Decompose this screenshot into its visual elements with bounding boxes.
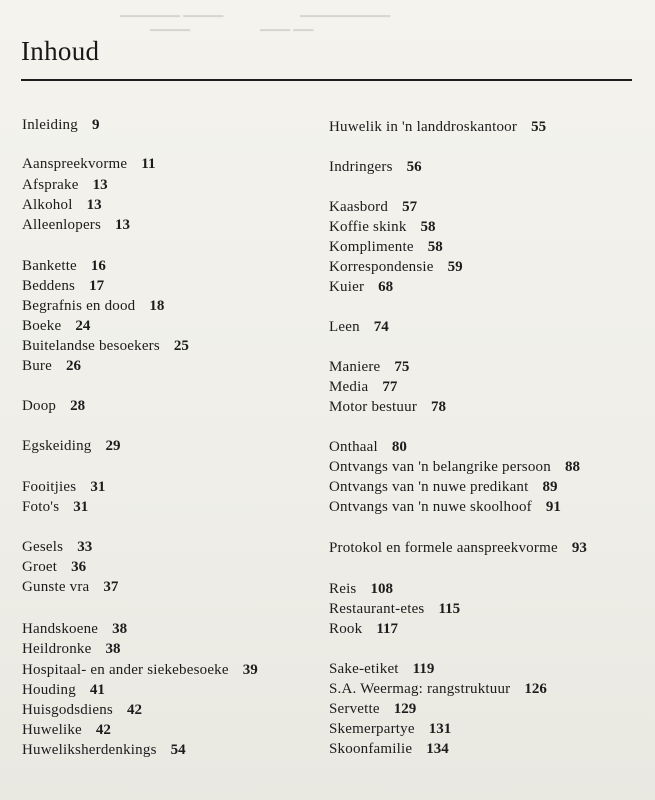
toc-entry[interactable] — [329, 620, 398, 638]
toc-entry[interactable] — [22, 721, 111, 739]
toc-entry-label: Bure — [22, 358, 52, 374]
toc-entry-page: 74 — [373, 319, 389, 335]
toc-entry-label: Ontvangs van 'n nuwe predikant — [329, 479, 529, 495]
page-title: Inhoud — [21, 36, 100, 66]
toc-entry[interactable] — [329, 318, 389, 336]
toc-entry-page: 75 — [394, 359, 410, 375]
toc-entry-page: 78 — [431, 399, 447, 415]
toc-entry[interactable] — [22, 661, 258, 679]
toc-entry-page: 89 — [542, 479, 558, 495]
toc-entry[interactable] — [22, 176, 108, 194]
toc-entry[interactable] — [329, 158, 422, 176]
toc-entry-page: 57 — [402, 199, 418, 215]
toc-entry-label: Kuier — [329, 279, 365, 295]
toc-entry[interactable] — [22, 437, 121, 455]
toc-entry-page: 126 — [524, 681, 547, 697]
toc-entry-label: Hospitaal- en ander siekebesoeke — [22, 662, 229, 678]
toc-entry[interactable] — [329, 358, 409, 376]
toc-entry[interactable] — [22, 216, 130, 234]
toc-entry-label: Restaurant-etes — [329, 601, 425, 617]
toc-entry[interactable] — [22, 196, 102, 214]
toc-entry-page: 28 — [70, 398, 86, 414]
toc-entry[interactable] — [329, 740, 449, 758]
toc-entry-label: Alkohol — [22, 197, 73, 213]
toc-entry-label: Aanspreekvorme — [22, 156, 128, 172]
toc-entry[interactable] — [22, 558, 86, 576]
toc-entry-page: 55 — [531, 119, 547, 135]
toc-entry-label: Egskeiding — [22, 438, 92, 454]
toc-entry-label: Gunste vra — [22, 579, 90, 595]
toc-entry-label: Alleenlopers — [22, 217, 102, 233]
toc-entry[interactable] — [22, 478, 105, 496]
toc-entry-page: 33 — [77, 539, 93, 555]
toc-entry[interactable] — [22, 317, 90, 335]
toc-entry[interactable] — [329, 398, 446, 416]
toc-entry-page: 18 — [149, 298, 165, 314]
toc-entry-page: 80 — [391, 439, 407, 455]
toc-entry-page: 38 — [112, 621, 128, 637]
toc-entry-label: Korrespondensie — [329, 259, 434, 275]
toc-entry-page: 58 — [420, 219, 436, 235]
toc-entry-page: 119 — [412, 661, 435, 677]
toc-entry[interactable] — [22, 498, 88, 516]
toc-entry-label: Skoonfamilie — [329, 741, 413, 757]
toc-entry[interactable] — [329, 478, 558, 496]
toc-entry-label: Begrafnis en dood — [22, 298, 136, 314]
toc-entry[interactable] — [329, 378, 397, 396]
toc-entry-page: 11 — [141, 156, 156, 172]
toc-entry-label: Ontvangs van 'n nuwe skoolhoof — [329, 499, 532, 515]
toc-entry[interactable] — [329, 458, 580, 476]
toc-entry-page: 58 — [427, 239, 443, 255]
toc-entry-label: Buitelandse besoekers — [22, 338, 160, 354]
toc-entry-label: Leen — [329, 319, 360, 335]
title-divider — [21, 79, 632, 81]
toc-entry-label: Ontvangs van 'n belangrike persoon — [329, 459, 551, 475]
toc-entry-page: 131 — [428, 721, 452, 737]
toc-entry-label: Afsprake — [22, 177, 79, 193]
toc-entry[interactable] — [22, 116, 99, 134]
toc-entry-page: 13 — [115, 217, 131, 233]
toc-entry[interactable] — [329, 660, 434, 678]
toc-entry[interactable] — [22, 257, 106, 275]
toc-entry-page: 134 — [426, 741, 449, 757]
toc-entry-page: 91 — [545, 499, 561, 515]
toc-entry-page: 68 — [378, 279, 394, 295]
toc-entry-label: Servette — [329, 701, 380, 717]
toc-entry-label: Protokol en formele aanspreekvorme — [329, 540, 558, 556]
toc-entry[interactable] — [329, 600, 460, 618]
toc-entry-label: Bankette — [22, 258, 77, 274]
toc-entry-label: Sake-etiket — [329, 661, 399, 677]
toc-entry-label: Indringers — [329, 159, 393, 175]
toc-entry[interactable] — [22, 337, 189, 355]
toc-entry[interactable] — [22, 357, 81, 375]
toc-entry[interactable] — [329, 198, 417, 216]
toc-entry-page: 54 — [170, 742, 186, 758]
toc-entry[interactable] — [329, 218, 436, 236]
toc-entry-label: Onthaal — [329, 439, 378, 455]
toc-entry[interactable] — [329, 720, 451, 738]
toc-entry-label: Doop — [22, 398, 57, 414]
toc-entry[interactable] — [22, 620, 127, 638]
toc-entry[interactable] — [329, 539, 587, 557]
toc-entry-page: 13 — [86, 197, 102, 213]
toc-entry[interactable] — [329, 680, 547, 698]
toc-entry-page: 77 — [382, 379, 398, 395]
toc-entry-page: 16 — [90, 258, 106, 274]
toc-entry-page: 25 — [173, 338, 189, 354]
toc-entry-label: Kaasbord — [329, 199, 389, 215]
toc-entry-label: Beddens — [22, 278, 76, 294]
toc-entry-page: 17 — [89, 278, 105, 294]
toc-entry-page: 88 — [564, 459, 580, 475]
toc-entry[interactable] — [329, 278, 393, 296]
toc-entry-label: Handskoene — [22, 621, 99, 637]
toc-entry-page: 29 — [105, 438, 121, 454]
toc-entry-page: 38 — [105, 641, 121, 657]
toc-entry-label: Skemerpartye — [329, 721, 415, 737]
toc-entry-page: 41 — [89, 682, 105, 698]
toc-entry-page: 24 — [75, 318, 91, 334]
toc-entry-page: 36 — [71, 559, 87, 575]
toc-entry-label: Huwelik in 'n landdroskantoor — [329, 119, 518, 135]
toc-entry[interactable] — [329, 238, 443, 256]
toc-entry[interactable] — [22, 701, 142, 719]
toc-entry-label: Rook — [329, 621, 363, 637]
toc-entry[interactable] — [22, 578, 118, 596]
toc-entry-label: Huweliksherdenkings — [22, 742, 157, 758]
toc-entry-label: Komplimente — [329, 239, 414, 255]
toc-entry-page: 26 — [65, 358, 81, 374]
toc-entry-page: 129 — [393, 701, 417, 717]
toc-entry[interactable] — [22, 277, 104, 295]
toc-entry[interactable] — [329, 580, 393, 598]
toc-entry-label: Groet — [22, 559, 58, 575]
toc-entry-page: 31 — [90, 479, 106, 495]
toc-entry-page: 39 — [242, 662, 258, 678]
toc-entry-page: 108 — [370, 581, 393, 597]
toc-entry[interactable] — [22, 297, 164, 315]
toc-entry[interactable] — [22, 741, 186, 759]
toc-entry[interactable] — [329, 700, 416, 718]
toc-entry-label: Media — [329, 379, 369, 395]
toc-entry-page: 56 — [406, 159, 422, 175]
toc-entry-label: Huwelike — [22, 722, 82, 738]
toc-entry-label: S.A. Weermag: rangstruktuur — [329, 681, 511, 697]
toc-entry-page: 42 — [95, 722, 111, 738]
toc-entry-label: Maniere — [329, 359, 381, 375]
show-through-text: ▁▁▁▁▁▁ ▁▁▁▁ ▁▁▁▁▁▁▁▁▁ ▁▁▁▁ ▁▁▁ ▁▁ — [120, 2, 390, 31]
toc-entry[interactable] — [329, 258, 463, 276]
toc-entry[interactable] — [329, 438, 407, 456]
toc-entry-label: Fooitjies — [22, 479, 77, 495]
toc-entry-page: 115 — [438, 601, 461, 617]
toc-entry-page: 59 — [447, 259, 463, 275]
toc-entry-page: 31 — [73, 499, 89, 515]
toc-entry-label: Inleiding — [22, 117, 78, 133]
toc-entry-page: 13 — [92, 177, 108, 193]
toc-entry-label: Foto's — [22, 499, 60, 515]
toc-entry-label: Heildronke — [22, 641, 92, 657]
toc-entry-page: 117 — [376, 621, 398, 637]
toc-entry-label: Houding — [22, 682, 76, 698]
toc-entry-page: 9 — [91, 117, 100, 133]
toc-entry-label: Motor bestuur — [329, 399, 418, 415]
toc-entry[interactable] — [22, 397, 85, 415]
toc-entry-label: Reis — [329, 581, 357, 597]
toc-entry-label: Koffie skink — [329, 219, 407, 235]
toc-entry[interactable] — [22, 538, 92, 556]
toc-entry-page: 37 — [103, 579, 119, 595]
toc-entry[interactable] — [329, 118, 546, 136]
toc-entry[interactable] — [329, 498, 561, 516]
toc-entry-label: Boeke — [22, 318, 62, 334]
toc-entry[interactable] — [22, 155, 155, 173]
toc-entry-label: Huisgodsdiens — [22, 702, 113, 718]
toc-entry-page: 93 — [571, 540, 587, 556]
toc-entry[interactable] — [22, 640, 120, 658]
toc-entry[interactable] — [22, 681, 105, 699]
toc-entry-page: 42 — [126, 702, 142, 718]
toc-entry-label: Gesels — [22, 539, 64, 555]
